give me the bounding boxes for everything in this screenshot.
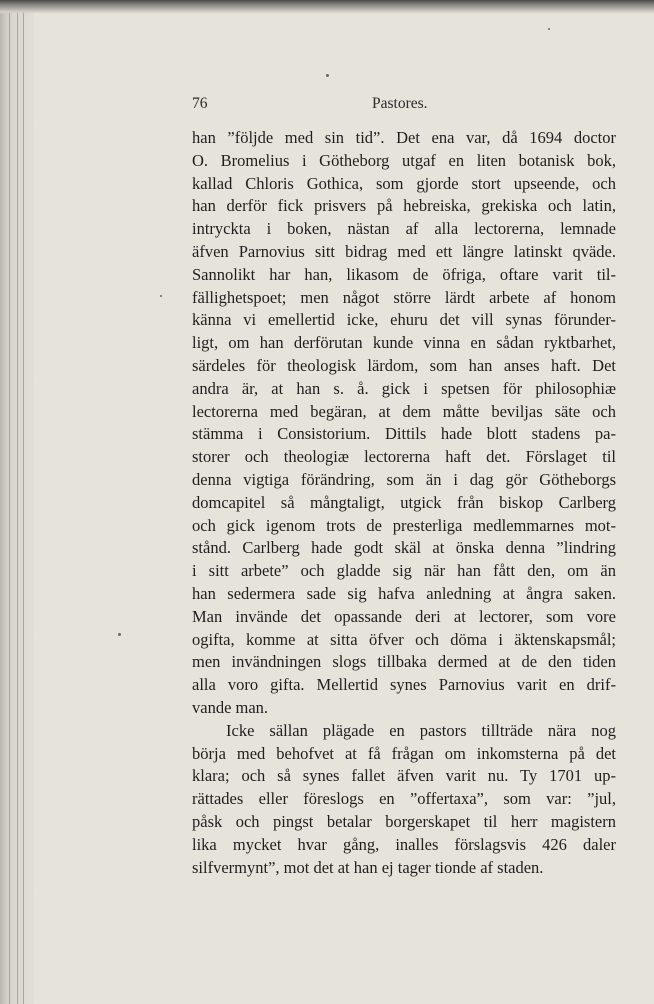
binding-line	[9, 0, 10, 1004]
running-head	[192, 95, 622, 119]
text-line: känna vi emellertid icke, ehuru det vill synas förunder-	[192, 310, 616, 330]
text-line: Man invände det opassande deri at lectorer, som vore	[192, 606, 616, 626]
text-line: O. Bromelius i Götheborg utgaf en liten botanisk bok,	[192, 150, 616, 170]
text-line: han sedermera sade sig hafva anledning at ångra saken.	[192, 583, 616, 603]
text-line: påsk och pingst betalar borgerskapet til herr magistern	[192, 811, 616, 831]
binding-line	[23, 0, 24, 1004]
paragraph	[192, 127, 616, 720]
text-line: andra är, at han s. å. gick i spetsen för philosophiæ	[192, 378, 616, 398]
paragraph	[192, 720, 616, 880]
text-line: kallad Chloris Gothica, som gjorde stort upseende, och	[192, 173, 616, 193]
text-line: och gick igenom trots de presterliga medlemmarnes mot-	[192, 515, 616, 535]
paper-speck	[548, 28, 550, 30]
body-text	[192, 127, 616, 879]
running-title: Pastores.	[372, 95, 428, 112]
text-line: storer och theologiæ lectorerna haft det. Förslaget til	[192, 447, 616, 467]
text-line: äfven Parnovius sitt bidrag med ett längre latinskt qväde.	[192, 241, 616, 261]
text-line: Icke sällan plägade en pastors tillträde nära nog	[226, 720, 616, 740]
text-line: i sitt arbete” och gladde sig när han fått den, om än	[192, 561, 616, 581]
text-line: klara; och så synes fallet äfven varit nu. Ty 1701 up-	[192, 766, 616, 786]
text-line: börja med behofvet at få frågan om inkomsterna på det	[192, 743, 616, 763]
text-line: men invändningen slogs tillbaka dermed at de den tiden	[192, 652, 616, 672]
top-shadow	[0, 0, 654, 14]
text-line: stämma i Consistorium. Dittils hade blott stadens pa-	[192, 424, 616, 444]
page-number: 76	[192, 95, 208, 112]
text-line: denna vigtiga förändring, som än i dag gör Götheborgs	[192, 469, 616, 489]
paper-speck	[326, 74, 329, 77]
text-line: fällighetspoet; men något större lärdt arbete af honom	[192, 287, 616, 307]
text-line: intryckta i boken, nästan af alla lectorerna, lemnade	[192, 219, 616, 239]
text-line: silfvermynt”, mot det at han ej tager tionde af staden.	[192, 857, 544, 877]
text-line: domcapitel så mångtaligt, utgick från biskop Carlberg	[192, 492, 616, 512]
text-line: Sannolikt har han, likasom de öfriga, oftare varit til-	[192, 264, 616, 284]
text-line: han ”följde med sin tid”. Det ena var, då 1694 doctor	[192, 128, 616, 147]
text-line: lectorerna med begäran, at dem måtte beviljas säte och	[192, 401, 616, 421]
text-line: lika mycket hvar gång, inalles förslagsvis 426 daler	[192, 834, 616, 854]
text-line: alla voro gifta. Mellertid synes Parnovius varit en drif-	[192, 675, 616, 695]
text-line: vande man.	[192, 697, 269, 717]
binding-line	[17, 0, 18, 1004]
paper-speck	[118, 633, 121, 636]
text-line: han derför fick prisvers på hebreiska, grekiska och latin,	[192, 196, 616, 216]
text-line: särdeles för theologisk lärdom, som han anses haft. Det	[192, 355, 616, 375]
paper-speck	[160, 295, 162, 297]
text-line: ogifta, komme at sitta öfver och döma i äktenskapsmål;	[192, 629, 616, 649]
text-line: ligt, om han derförutan kunde vinna en sådan ryktbarhet,	[192, 333, 616, 353]
text-line: rättades eller föreslogs en ”offertaxa”, som var: ”jul,	[192, 789, 616, 809]
text-line: stånd. Carlberg hade godt skäl at önska denna ”lindring	[192, 538, 616, 558]
